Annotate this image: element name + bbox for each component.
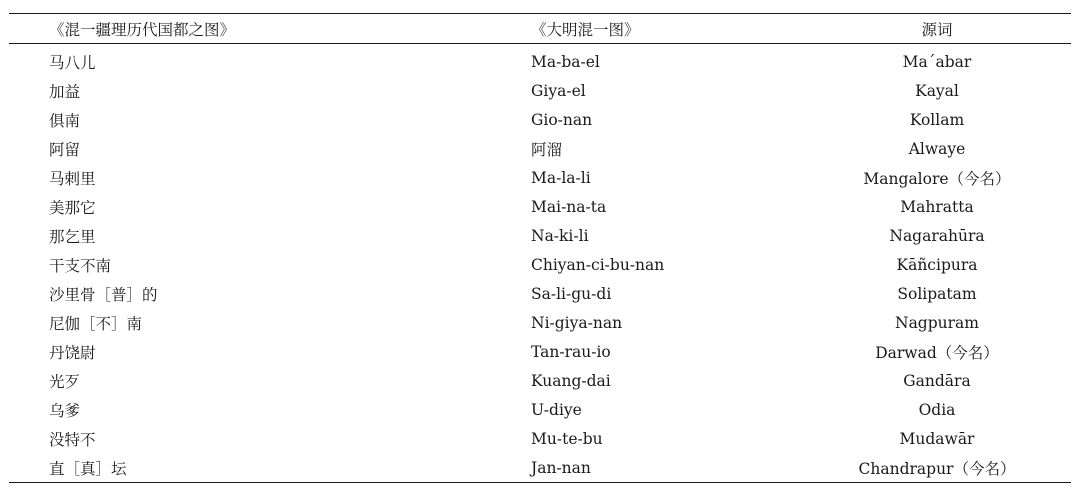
cell-romanization: Ma-la-li: [531, 168, 591, 187]
cell-chinese-name: 马八儿: [49, 53, 96, 72]
cell-chinese-name: 那乞里: [49, 227, 96, 246]
place-name-table: [9, 13, 1071, 483]
cell-source-word: Mangalore（今名）: [863, 169, 1011, 188]
cell-romanization: Tan-rau-io: [531, 342, 611, 361]
cell-romanization: Na-ki-li: [531, 226, 589, 245]
cell-source-word: Alwaye: [908, 139, 966, 158]
table-header: [9, 14, 1071, 44]
cell-romanization: Giya-el: [531, 81, 586, 100]
cell-romanization: 阿溜: [531, 140, 563, 159]
cell-source-word: Mahratta: [900, 197, 974, 216]
cell-source-word: Nagpuram: [895, 313, 979, 332]
cell-chinese-name: 乌爹: [49, 401, 81, 420]
cell-chinese-name: 俱南: [49, 111, 81, 130]
table-row: [9, 424, 1071, 453]
table-row: [9, 337, 1071, 366]
table-row: [9, 279, 1071, 308]
table-row: [9, 105, 1071, 134]
cell-chinese-name: 阿留: [49, 140, 81, 159]
table-row: [9, 76, 1071, 105]
cell-romanization: Mai-na-ta: [531, 197, 607, 216]
cell-source-word: Ma´abar: [902, 52, 972, 71]
cell-chinese-name: 光歹: [49, 372, 81, 391]
table-row: [9, 163, 1071, 192]
cell-chinese-name: 没特不: [49, 430, 96, 449]
cell-source-word: Nagarahūra: [889, 226, 985, 245]
cell-source-word: Darwad（今名）: [875, 343, 999, 362]
cell-romanization: Chiyan-ci-bu-nan: [531, 255, 665, 274]
cell-source-word: Kollam: [909, 110, 965, 129]
cell-romanization: U-diye: [531, 400, 582, 419]
cell-chinese-name: 干支不南: [49, 256, 112, 275]
table-row: [9, 366, 1071, 395]
table-row: [9, 453, 1071, 483]
table-row: [9, 395, 1071, 424]
cell-source-word: Solipatam: [897, 284, 977, 303]
cell-source-word: Kayal: [915, 81, 959, 100]
header-source-word: 源词: [807, 14, 1071, 44]
cell-chinese-name: 沙里骨［普］的: [49, 285, 158, 304]
cell-chinese-name: 马剌里: [49, 169, 96, 188]
cell-chinese-name: 尼伽［不］南: [49, 314, 143, 333]
cell-romanization: Mu-te-bu: [531, 429, 603, 448]
cell-romanization: Kuang-dai: [531, 371, 611, 390]
table-row: [9, 134, 1071, 163]
table-row: [9, 44, 1071, 77]
header-row: [9, 14, 1071, 44]
table-row: [9, 250, 1071, 279]
cell-source-word: Chandrapur（今名）: [858, 459, 1016, 478]
cell-chinese-name: 加益: [49, 82, 81, 101]
header-map-one: 《混一疆理历代国都之图》: [9, 14, 522, 44]
cell-chinese-name: 直［真］坛: [49, 459, 127, 478]
table-body: [9, 44, 1071, 483]
table-row: [9, 221, 1071, 250]
cell-chinese-name: 丹饶尉: [49, 343, 96, 362]
header-map-two: 《大明混一图》: [522, 14, 807, 44]
cell-romanization: Ma-ba-el: [531, 52, 600, 71]
cell-romanization: Sa-li-gu-di: [531, 284, 612, 303]
cell-romanization: Ni-giya-nan: [531, 313, 623, 332]
cell-source-word: Gandāra: [903, 371, 971, 390]
cell-source-word: Odia: [918, 400, 956, 419]
table-row: [9, 308, 1071, 337]
table-row: [9, 192, 1071, 221]
cell-chinese-name: 美那它: [49, 198, 96, 217]
cell-source-word: Kāñcipura: [896, 255, 978, 274]
cell-romanization: Gio-nan: [531, 110, 593, 129]
cell-romanization: Jan-nan: [531, 458, 591, 477]
cell-source-word: Mudawār: [899, 429, 975, 448]
